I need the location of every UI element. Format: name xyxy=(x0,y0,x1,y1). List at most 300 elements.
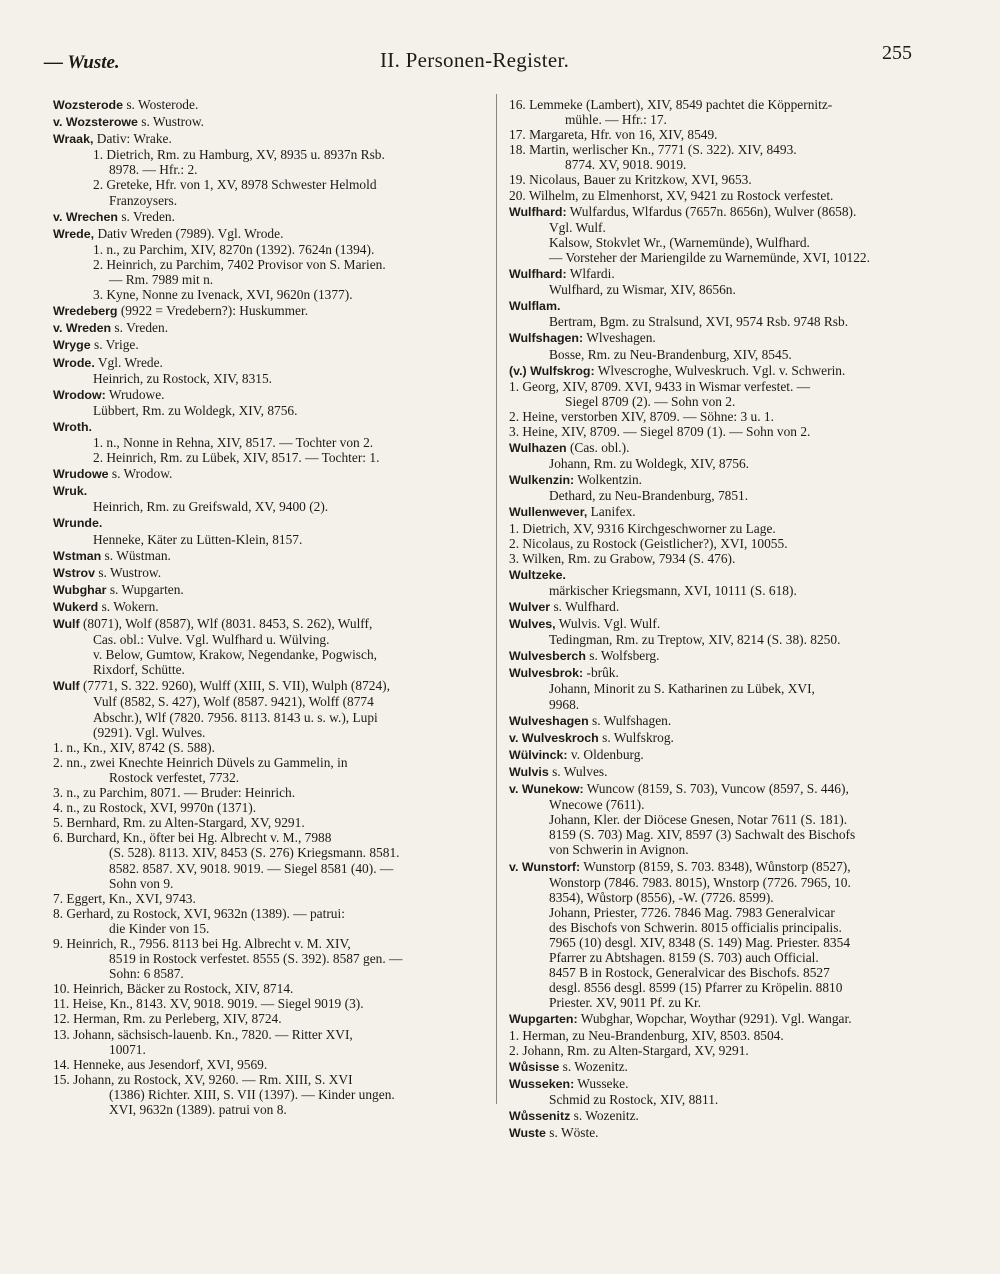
entry-line xyxy=(53,272,486,287)
entry-headline xyxy=(53,131,486,147)
entry-line xyxy=(53,981,486,996)
entry-line xyxy=(509,142,924,157)
entry-name: Wůsisse xyxy=(509,1059,560,1074)
entry-text: 2. Heinrich, Rm. zu Lübek, XIV, 8517. — Tochter: 1. xyxy=(93,450,380,466)
entry-text: Wnecowe (7611). xyxy=(549,797,645,813)
entry-name: Wulflam. xyxy=(509,299,561,314)
entry-line xyxy=(53,694,486,709)
entry-line xyxy=(53,710,486,725)
entry-name: Wuste xyxy=(509,1126,546,1141)
register-entry xyxy=(509,747,924,763)
entry-headline xyxy=(509,1076,924,1092)
entry-text: 13. Johann, sächsisch-lauenb. Kn., 7820. — Ritter XVI, xyxy=(53,1026,353,1042)
entry-text: Wusseke. xyxy=(574,1075,629,1091)
register-entry xyxy=(509,764,924,780)
entry-line xyxy=(53,1027,486,1042)
entry-line xyxy=(53,177,486,192)
entry-text: Wolkentzin. xyxy=(574,472,643,488)
entry-text: s. Wustrow. xyxy=(95,564,162,580)
entry-text: Wunstorp (8159, S. 703. 8348), Wůnstorp (8527), xyxy=(580,858,851,874)
entry-text: s. Wustrow. xyxy=(137,114,204,130)
entry-text: 8159 (S. 703) Mag. XIV, 8597 (3) Sachwalt des Bischofs xyxy=(549,827,856,843)
register-entry xyxy=(509,204,924,265)
entry-headline xyxy=(53,97,486,113)
entry-text: 8354), Wůstorp (8556), -W. (7726. 8599). xyxy=(549,889,774,905)
entry-text: s. Wozenitz. xyxy=(559,1058,628,1074)
entry-text: s. Wupgarten. xyxy=(106,581,184,597)
register-entry xyxy=(53,678,486,1117)
entry-text: s. Vrige. xyxy=(90,337,139,353)
right-column xyxy=(509,96,924,1141)
entry-line xyxy=(509,220,924,235)
entry-name: Wulfhard: xyxy=(509,204,567,219)
entry-text: 1. Dietrich, XV, 9316 Kirchgeschworner zu Lage. xyxy=(509,520,776,536)
entry-text: 7. Eggert, Kn., XVI, 9743. xyxy=(53,890,196,906)
register-entry xyxy=(53,466,486,482)
entry-name: Wulvesberch xyxy=(509,649,586,664)
register-entry xyxy=(53,387,486,418)
entry-headline xyxy=(53,599,486,615)
entry-headline xyxy=(53,565,486,581)
entry-name: Wukerd xyxy=(53,599,99,614)
entry-headline xyxy=(509,648,924,664)
entry-line xyxy=(509,394,924,409)
entry-name: Wulvesbrok: xyxy=(509,666,584,681)
entry-line xyxy=(53,1087,486,1102)
entry-text: Schmid zu Rostock, XIV, 8811. xyxy=(549,1091,719,1107)
entry-text: Sohn: 6 8587. xyxy=(109,966,184,982)
register-entry xyxy=(53,565,486,581)
entry-name: Wruk. xyxy=(53,484,88,499)
entry-text: 18. Martin, werlischer Kn., 7771 (S. 322). XIV, 8493. xyxy=(509,142,797,158)
entry-text: Bertram, Bgm. zu Stralsund, XVI, 9574 Rsb. 9748 Rsb. xyxy=(549,314,849,330)
entry-text: 2. Johann, Rm. zu Alten-Stargard, XV, 9291. xyxy=(509,1042,749,1058)
entry-text: Siegel 8709 (2). — Sohn von 2. xyxy=(565,393,736,409)
entry-line xyxy=(509,1092,924,1107)
entry-name: Wroth. xyxy=(53,419,92,434)
entry-line xyxy=(53,647,486,662)
entry-text: 8582. 8587. XV, 9018. 9019. — Siegel 8581 (40). — xyxy=(109,860,394,876)
entry-name: Wryge xyxy=(53,338,91,353)
entry-text: Henneke, Käter zu Lütten-Klein, 8157. xyxy=(93,531,303,547)
register-entry xyxy=(509,1011,924,1057)
entry-line xyxy=(509,935,924,950)
entry-text: Tedingman, Rm. zu Treptow, XIV, 8214 (S. 38). 8250. xyxy=(549,632,841,648)
entry-line xyxy=(509,842,924,857)
entry-text: 9968. xyxy=(549,696,580,712)
entry-headline xyxy=(53,337,486,353)
entry-line xyxy=(53,815,486,830)
entry-text: Vulf (8582, S. 427), Wolf (8587. 9421), Wolff (8774 xyxy=(93,694,374,710)
entry-line xyxy=(509,521,924,536)
entry-line xyxy=(53,632,486,647)
entry-text: Sohn von 9. xyxy=(109,875,174,891)
entry-name: Wulf xyxy=(53,617,80,631)
entry-text: 2. Greteke, Hfr. von 1, XV, 8978 Schwester Helmold xyxy=(93,177,377,193)
entry-headline xyxy=(509,363,924,379)
register-entry xyxy=(509,648,924,664)
entry-line xyxy=(53,951,486,966)
entry-line xyxy=(53,876,486,891)
entry-text: s. Wosterode. xyxy=(123,97,199,112)
entry-text: 2. nn., zwei Knechte Heinrich Düvels zu Gammelin, in xyxy=(53,754,348,770)
entry-name: Wulkenzin: xyxy=(509,473,575,488)
entry-name: v. Wulveskroch xyxy=(509,730,599,745)
entry-text: 1. n., Nonne in Rehna, XIV, 8517. — Tochter von 2. xyxy=(93,434,374,450)
register-entry xyxy=(509,1059,924,1075)
entry-text: Lanifex. xyxy=(587,504,636,520)
entry-line xyxy=(509,347,924,362)
entry-text: Wlveshagen. xyxy=(583,330,656,346)
entry-text: Abschr.), Wlf (7820. 7956. 8113. 8143 u. s. w.), Lupi xyxy=(93,709,378,725)
entry-line xyxy=(509,697,924,712)
entry-line xyxy=(53,450,486,465)
register-entry xyxy=(53,337,486,353)
entry-headline xyxy=(509,266,924,282)
register-entry xyxy=(53,599,486,615)
entry-headline xyxy=(509,1108,924,1124)
register-entry xyxy=(53,114,486,130)
entry-line xyxy=(509,379,924,394)
entry-name: Wstrov xyxy=(53,565,95,580)
entry-line xyxy=(509,995,924,1010)
entry-line xyxy=(53,162,486,177)
register-entry xyxy=(509,472,924,503)
entry-headline xyxy=(509,764,924,780)
register-entry xyxy=(53,209,486,225)
entry-text: s. Wozenitz. xyxy=(570,1108,639,1123)
entry-text: mühle. — Hfr.: 17. xyxy=(565,112,667,128)
entry-text: Wulvis. Vgl. Wulf. xyxy=(555,616,661,632)
entry-text: s. Vreden. xyxy=(117,208,175,224)
entry-line xyxy=(509,127,924,142)
entry-name: Wulveshagen xyxy=(509,713,589,728)
entry-text: 19. Nicolaus, Bauer zu Kritzkow, XVI, 9653. xyxy=(509,172,752,188)
entry-text: s. Wulfshagen. xyxy=(588,712,672,728)
entry-line xyxy=(53,936,486,951)
entry-line xyxy=(509,1028,924,1043)
entry-text: Heinrich, Rm. zu Greifswald, XV, 9400 (2). xyxy=(93,499,329,515)
entry-name: Wulfshagen: xyxy=(509,331,584,346)
entry-text: (9922 = Vredebern?): Huskummer. xyxy=(117,303,309,319)
entry-name: Wulf xyxy=(53,679,80,694)
entry-name: Wulvis xyxy=(509,764,549,779)
entry-headline xyxy=(53,209,486,225)
entry-line xyxy=(53,770,486,785)
entry-headline xyxy=(53,419,486,435)
entry-text: XVI, 9632n (1389). patrui von 8. xyxy=(109,1102,287,1117)
entry-name: Wozsterode xyxy=(53,98,123,112)
entry-name: v. Wunstorf: xyxy=(509,859,581,874)
entry-line xyxy=(53,257,486,272)
register-entry xyxy=(509,567,924,598)
entry-text: 8774. XV, 9018. 9019. xyxy=(565,157,687,173)
entry-text: v. Below, Gumtow, Krakow, Negendanke, Pogwisch, xyxy=(93,647,377,663)
entry-line xyxy=(53,830,486,845)
register-entry xyxy=(509,330,924,361)
entry-headline xyxy=(53,320,486,336)
entry-text: von Schwerin in Avignon. xyxy=(549,842,689,858)
entry-line xyxy=(509,827,924,842)
register-entry xyxy=(509,599,924,615)
entry-text: Bosse, Rm. zu Neu-Brandenburg, XIV, 8545. xyxy=(549,346,792,362)
entry-name: Wulhazen xyxy=(509,441,567,456)
entry-text: 7965 (10) desgl. XIV, 8348 (S. 149) Mag. Priester. 8354 xyxy=(549,934,851,950)
entry-text: 15. Johann, zu Rostock, XV, 9260. — Rm. XIII, S. XVI xyxy=(53,1071,353,1087)
entry-name: Wrodow: xyxy=(53,387,106,402)
entry-line xyxy=(509,188,924,203)
entry-text: 2. Nicolaus, zu Rostock (Geistlicher?), XVI, 10055. xyxy=(509,535,788,551)
register-entry xyxy=(53,303,486,319)
register-entry xyxy=(509,266,924,297)
entry-line xyxy=(509,965,924,980)
entry-name: (v.) Wulfskrog: xyxy=(509,363,595,378)
entry-text: Wulfardus, Wlfardus (7657n. 8656n), Wulver (8658). xyxy=(566,203,857,219)
entry-headline xyxy=(509,1059,924,1075)
entry-line xyxy=(509,282,924,297)
entry-line xyxy=(53,1102,486,1117)
entry-headline xyxy=(53,355,486,371)
entry-headline xyxy=(509,1125,924,1141)
running-head-keyword: — Wuste. xyxy=(44,52,120,73)
entry-text: Dativ Wreden (7989). Vgl. Wrode. xyxy=(94,225,284,241)
entry-name: Wrode. xyxy=(53,355,95,370)
entry-text: 17. Margareta, Hfr. von 16, XIV, 8549. xyxy=(509,127,718,143)
entry-text: 4. n., zu Rostock, XVI, 9970n (1371). xyxy=(53,800,257,816)
entry-text: desgl. 8556 desgl. 8599 (15) Pfarrer zu Kröpelin. 8810 xyxy=(549,980,843,996)
entry-text: 8. Gerhard, zu Rostock, XVI, 9632n (1389). — patrui: xyxy=(53,905,345,921)
entry-line xyxy=(53,403,486,418)
entry-text: s. Wüstman. xyxy=(101,547,171,563)
entry-name: Wůssenitz xyxy=(509,1109,571,1123)
entry-line xyxy=(509,1043,924,1058)
entry-text: (8071), Wolf (8587), Wlf (8031. 8453, S. 262), Wulff, xyxy=(79,616,373,631)
entry-line xyxy=(509,424,924,439)
entry-text: s. Wöste. xyxy=(545,1125,599,1141)
entry-name: Wupgarten: xyxy=(509,1012,578,1027)
entry-text: Priester. XV, 9011 Pf. zu Kr. xyxy=(549,995,702,1011)
entry-line xyxy=(53,996,486,1011)
entry-text: — Vorsteher der Mariengilde zu Warnemünde, XVI, 10122. xyxy=(549,249,870,265)
register-entry xyxy=(509,665,924,711)
entry-text: Heinrich, zu Rostock, XIV, 8315. xyxy=(93,370,273,386)
entry-line xyxy=(509,157,924,172)
register-entry xyxy=(53,616,486,677)
entry-line xyxy=(53,1011,486,1026)
entry-headline xyxy=(53,582,486,598)
entry-text: Lübbert, Rm. zu Woldegk, XIV, 8756. xyxy=(93,402,298,418)
entry-text: Pfarrer zu Abtshagen. 8159 (S. 703) auch Official. xyxy=(549,950,819,966)
entry-line xyxy=(509,536,924,551)
entry-text: 8519 in Rostock verfestet. 8555 (S. 392). 8587 gen. — xyxy=(109,951,403,967)
entry-text: s. Wulfhard. xyxy=(550,599,620,614)
entry-line xyxy=(509,488,924,503)
entry-text: (Cas. obl.). xyxy=(566,440,630,456)
entry-text: s. Wolfsberg. xyxy=(585,648,660,664)
register-entry xyxy=(509,730,924,746)
entry-line xyxy=(53,1057,486,1072)
register-entry xyxy=(53,548,486,564)
entry-text: 8978. — Hfr.: 2. xyxy=(109,162,198,178)
entry-text: s. Wulves. xyxy=(548,763,608,779)
entry-name: Wredeberg xyxy=(53,304,118,319)
entry-text: s. Wokern. xyxy=(98,598,159,614)
entry-line xyxy=(509,409,924,424)
entry-text: 10071. xyxy=(109,1041,146,1057)
entry-text: 1. Dietrich, Rm. zu Hamburg, XV, 8935 u. 8937n Rsb. xyxy=(93,147,385,163)
entry-headline xyxy=(53,483,486,499)
entry-text: Johann, Kler. der Diöcese Gnesen, Notar 7611 (S. 181). xyxy=(549,812,848,828)
entry-line xyxy=(53,755,486,770)
entry-text: 1. n., Kn., XIV, 8742 (S. 588). xyxy=(53,739,215,755)
entry-line xyxy=(509,797,924,812)
entry-name: v. Wunekow: xyxy=(509,782,584,797)
entry-text: s. Wulfskrog. xyxy=(598,729,674,745)
entry-headline xyxy=(53,678,486,694)
entry-line xyxy=(53,891,486,906)
entry-text: Johann, Minorit zu S. Katharinen zu Lübek, XVI, xyxy=(549,681,815,697)
entry-text: 1. Herman, zu Neu-Brandenburg, XIV, 8503. 8504. xyxy=(509,1027,784,1043)
entry-text: Wlfardi. xyxy=(566,266,615,282)
register-entry xyxy=(509,781,924,857)
entry-text: 3. Wilken, Rm. zu Grabow, 7934 (S. 476). xyxy=(509,550,736,566)
entry-headline xyxy=(509,472,924,488)
entry-text: 9. Heinrich, R., 7956. 8113 bei Hg. Albrecht v. M. XIV, xyxy=(53,935,351,951)
register-entry xyxy=(53,419,486,465)
entry-line xyxy=(53,906,486,921)
entry-name: Wubghar xyxy=(53,582,107,597)
register-entry xyxy=(509,616,924,647)
entry-text: Johann, Rm. zu Woldegk, XIV, 8756. xyxy=(549,456,750,472)
entry-line xyxy=(509,890,924,905)
entry-line xyxy=(53,785,486,800)
register-entry xyxy=(509,1108,924,1124)
entry-text: (7771, S. 322. 9260), Wulff (XIII, S. VII), Wulph (8724), xyxy=(79,678,390,694)
entry-text: Cas. obl.: Vulve. Vgl. Wulfhard u. Wülving. xyxy=(93,632,330,648)
entry-line xyxy=(53,845,486,860)
entry-line xyxy=(509,632,924,647)
entry-text: des Bischofs von Schwerin. 8015 officialis principalis. xyxy=(549,919,842,935)
entry-text: (9291). Vgl. Wulves. xyxy=(93,724,206,740)
entry-line xyxy=(509,235,924,250)
entry-name: Wulves, xyxy=(509,617,556,632)
left-column xyxy=(53,96,486,1117)
entry-text: 6. Burchard, Kn., öfter bei Hg. Albrecht v. M., 7988 xyxy=(53,830,332,846)
entry-text: Rixdorf, Schütte. xyxy=(93,662,185,678)
entry-headline xyxy=(53,466,486,482)
entry-line xyxy=(53,725,486,740)
entry-text: Franzoysers. xyxy=(109,192,178,208)
entry-headline xyxy=(509,204,924,220)
entry-text: 3. n., zu Parchim, 8071. — Bruder: Heinrich. xyxy=(53,785,296,801)
entry-text: Wuncow (8159, S. 703), Vuncow (8597, S. 446), xyxy=(583,781,849,797)
register-entry xyxy=(53,515,486,546)
register-entry xyxy=(509,504,924,565)
entry-headline xyxy=(509,859,924,875)
entry-line xyxy=(509,905,924,920)
entry-text: Vgl. Wulf. xyxy=(549,219,606,235)
entry-headline xyxy=(53,387,486,403)
entry-line xyxy=(509,456,924,471)
entry-line xyxy=(53,921,486,936)
entry-headline xyxy=(53,303,486,319)
entry-name: Wülvinck: xyxy=(509,747,568,762)
entry-line xyxy=(53,287,486,302)
register-entry xyxy=(53,582,486,598)
entry-text: 10. Heinrich, Bäcker zu Rostock, XIV, 8714. xyxy=(53,981,294,997)
entry-text: 3. Kyne, Nonne zu Ivenack, XVI, 9620n (1377). xyxy=(93,287,353,303)
entry-headline xyxy=(509,616,924,632)
entry-headline xyxy=(509,567,924,583)
running-head xyxy=(44,42,912,76)
entry-text: v. Oldenburg. xyxy=(567,746,644,762)
entry-text: Wrudowe. xyxy=(105,386,165,402)
section-title: II. Personen-Register. xyxy=(380,48,570,72)
entry-line xyxy=(53,371,486,386)
entry-name: Wrede, xyxy=(53,226,95,241)
register-entry xyxy=(53,483,486,514)
entry-headline xyxy=(509,504,924,520)
entry-text: Johann, Priester, 7726. 7846 Mag. 7983 Generalvicar xyxy=(549,904,835,920)
register-entry xyxy=(53,320,486,336)
entry-text: 14. Henneke, aus Jesendorf, XVI, 9569. xyxy=(53,1056,268,1072)
entry-headline xyxy=(53,114,486,130)
entry-text: 1. n., zu Parchim, XIV, 8270n (1392). 7624n (1394). xyxy=(93,241,375,257)
register-entry xyxy=(53,131,486,207)
register-entry xyxy=(509,298,924,329)
entry-name: Wulfhard: xyxy=(509,267,567,282)
entry-headline xyxy=(509,747,924,763)
entry-headline xyxy=(53,616,486,632)
entry-headline xyxy=(509,781,924,797)
entry-name: Wullenwever, xyxy=(509,505,588,520)
entry-text: s. Vreden. xyxy=(111,320,169,336)
entry-line xyxy=(509,250,924,265)
entry-text: 20. Wilhelm, zu Elmenhorst, XV, 9421 zu Rostock verfestet. xyxy=(509,187,834,203)
entry-text: 1. Georg, XIV, 8709. XVI, 9433 in Wismar verfestet. — xyxy=(509,378,811,394)
entry-text: Dativ: Wrake. xyxy=(93,131,172,147)
entry-line xyxy=(53,532,486,547)
entry-headline xyxy=(509,730,924,746)
entry-text: die Kinder von 15. xyxy=(109,920,210,936)
entry-headline xyxy=(509,330,924,346)
entry-headline xyxy=(509,298,924,314)
entry-headline xyxy=(509,713,924,729)
entry-headline xyxy=(509,1011,924,1027)
entry-text: Wubghar, Wopchar, Woythar (9291). Vgl. Wangar. xyxy=(577,1011,852,1027)
register-entry xyxy=(509,1125,924,1141)
entry-line xyxy=(509,812,924,827)
entry-name: Wrudowe xyxy=(53,467,109,482)
register-entry xyxy=(509,363,924,439)
register-entry xyxy=(509,97,924,203)
register-entry xyxy=(509,859,924,1011)
entry-text: 12. Herman, Rm. zu Perleberg, XIV, 8724. xyxy=(53,1011,282,1027)
entry-text: s. Wrodow. xyxy=(108,466,173,482)
entry-line xyxy=(53,966,486,981)
entry-line xyxy=(509,551,924,566)
entry-line xyxy=(509,950,924,965)
entry-text: 5. Bernhard, Rm. zu Alten-Stargard, XV, 9291. xyxy=(53,815,305,831)
column-divider xyxy=(496,94,497,1104)
register-entry xyxy=(53,97,486,113)
entry-text: 8457 B in Rostock, Generalvicar des Bischofs. 8527 xyxy=(549,965,830,981)
entry-text: -brûk. xyxy=(583,665,619,681)
entry-headline xyxy=(509,665,924,681)
entry-name: Wusseken: xyxy=(509,1076,575,1091)
entry-line xyxy=(509,875,924,890)
entry-headline xyxy=(53,226,486,242)
